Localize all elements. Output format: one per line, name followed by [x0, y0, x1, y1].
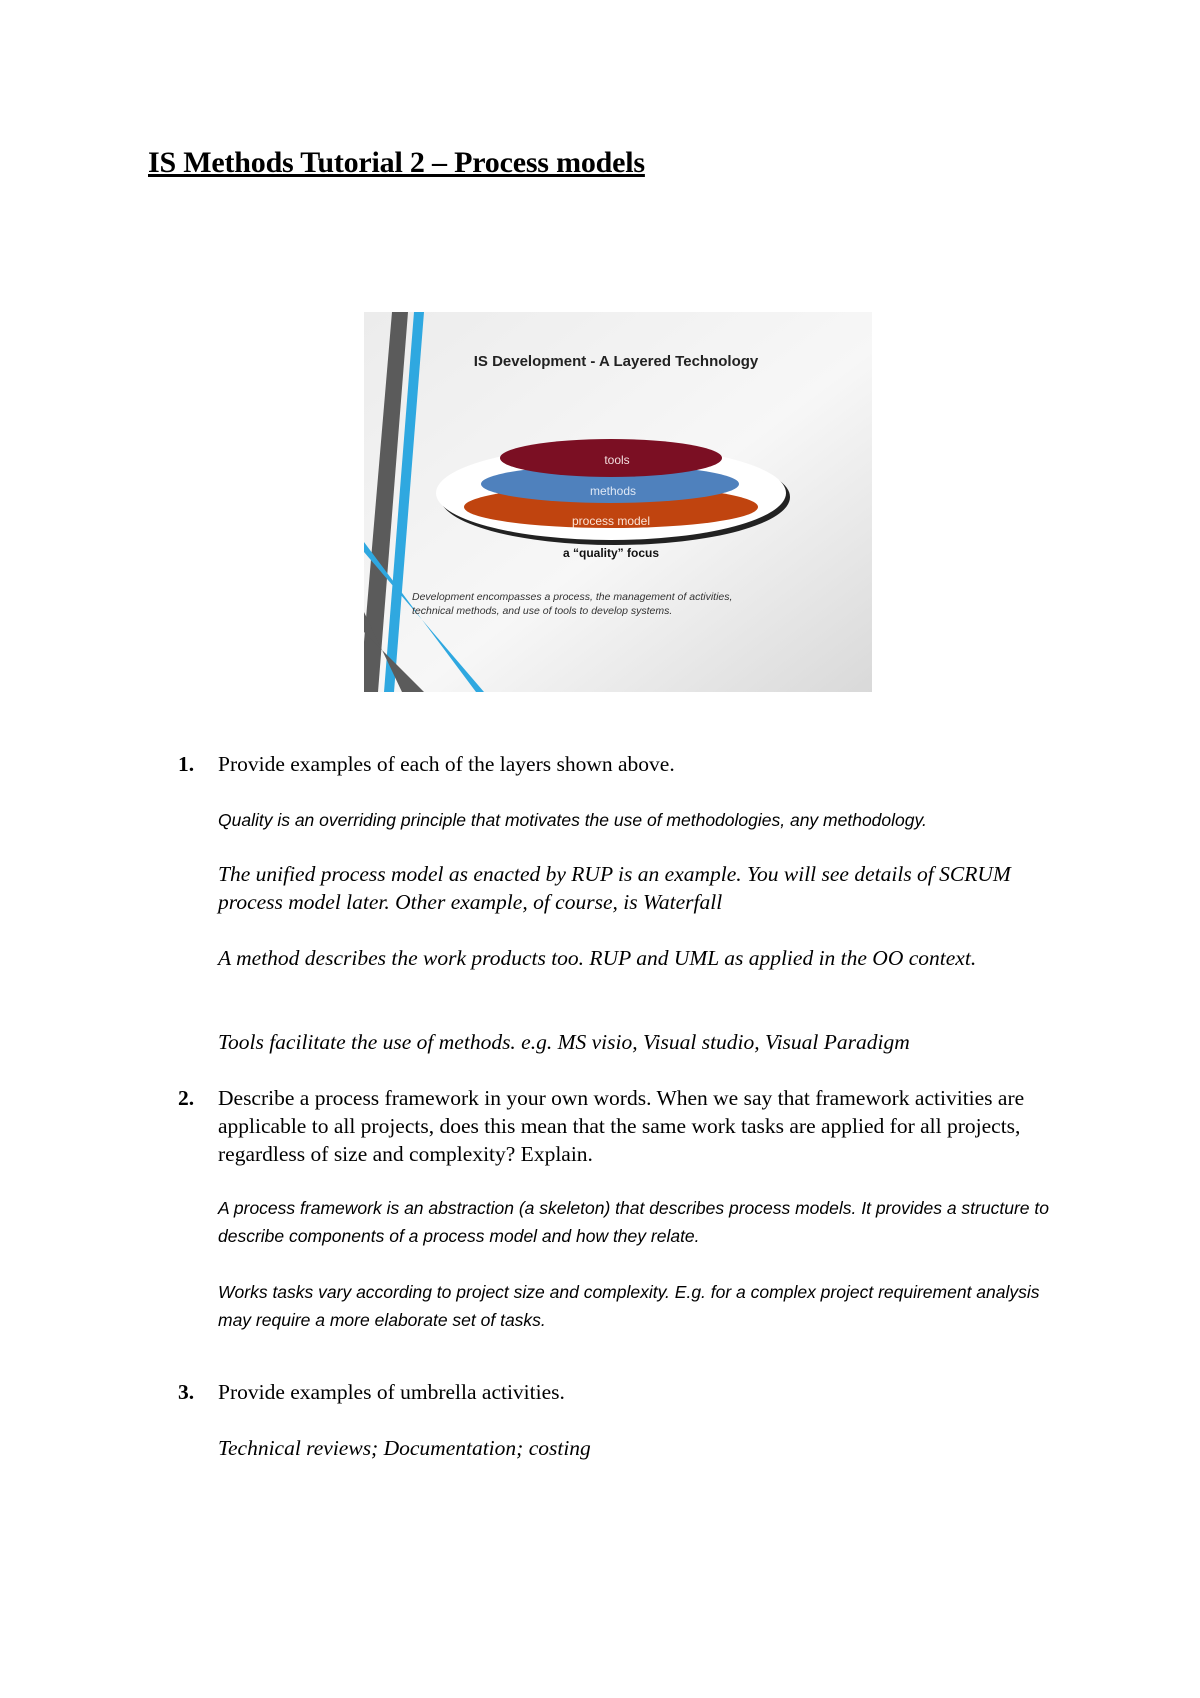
answer-1-process-model: The unified process model as enacted by RUP is an example. You will see details of SCRUM process model later. Other example, of course, is Waterfall — [218, 862, 1011, 914]
process-model-label: process model — [571, 514, 651, 528]
question-1 — [178, 750, 1058, 778]
layered-technology-figure — [364, 312, 872, 692]
question-number: 1. — [178, 752, 195, 776]
tools-label: tools — [604, 453, 630, 467]
question-3 — [178, 1378, 1058, 1406]
answer-1-method: A method describes the work products too. RUP and UML as applied in the OO context. — [218, 946, 977, 970]
slide-caption-line-1: Development encompasses a process, the management of activities, — [412, 591, 733, 603]
quality-focus-label: a “quality” focus — [562, 546, 660, 560]
slide-caption-line-2: technical methods, and use of tools to develop systems. — [412, 605, 673, 617]
document-title: IS Methods Tutorial 2 – Process models — [148, 146, 645, 179]
methods-label: methods — [589, 484, 637, 498]
answer-3-umbrella: Technical reviews; Documentation; costing — [218, 1436, 591, 1460]
question-text: Provide examples of each of the layers shown above. — [218, 752, 675, 776]
answer-1-tools: Tools facilitate the use of methods. e.g. MS visio, Visual studio, Visual Paradigm — [218, 1030, 910, 1054]
layered-technology-diagram — [364, 312, 872, 692]
slide-title: IS Development - A Layered Technology — [473, 353, 759, 370]
answer-2-work-tasks: Works tasks vary according to project size and complexity. E.g. for a complex project requirement analysis may require a more elaborate set of tasks. — [218, 1282, 1040, 1330]
question-number: 2. — [178, 1086, 195, 1110]
question-2 — [178, 1084, 1058, 1168]
question-text: Provide examples of umbrella activities. — [218, 1380, 565, 1404]
answer-1-quality: Quality is an overriding principle that motivates the use of methodologies, any methodology. — [218, 810, 927, 830]
answer-2-framework: A process framework is an abstraction (a skeleton) that describes process models. It provides a structure to describe components of a process model and how they relate. — [218, 1198, 1049, 1246]
question-number: 3. — [178, 1380, 195, 1404]
question-text: Describe a process framework in your own words. When we say that framework activities are applicable to all projects, does this mean that the same work tasks are applied for all projects, regardless of size and complexity? Explain. — [218, 1086, 1025, 1166]
